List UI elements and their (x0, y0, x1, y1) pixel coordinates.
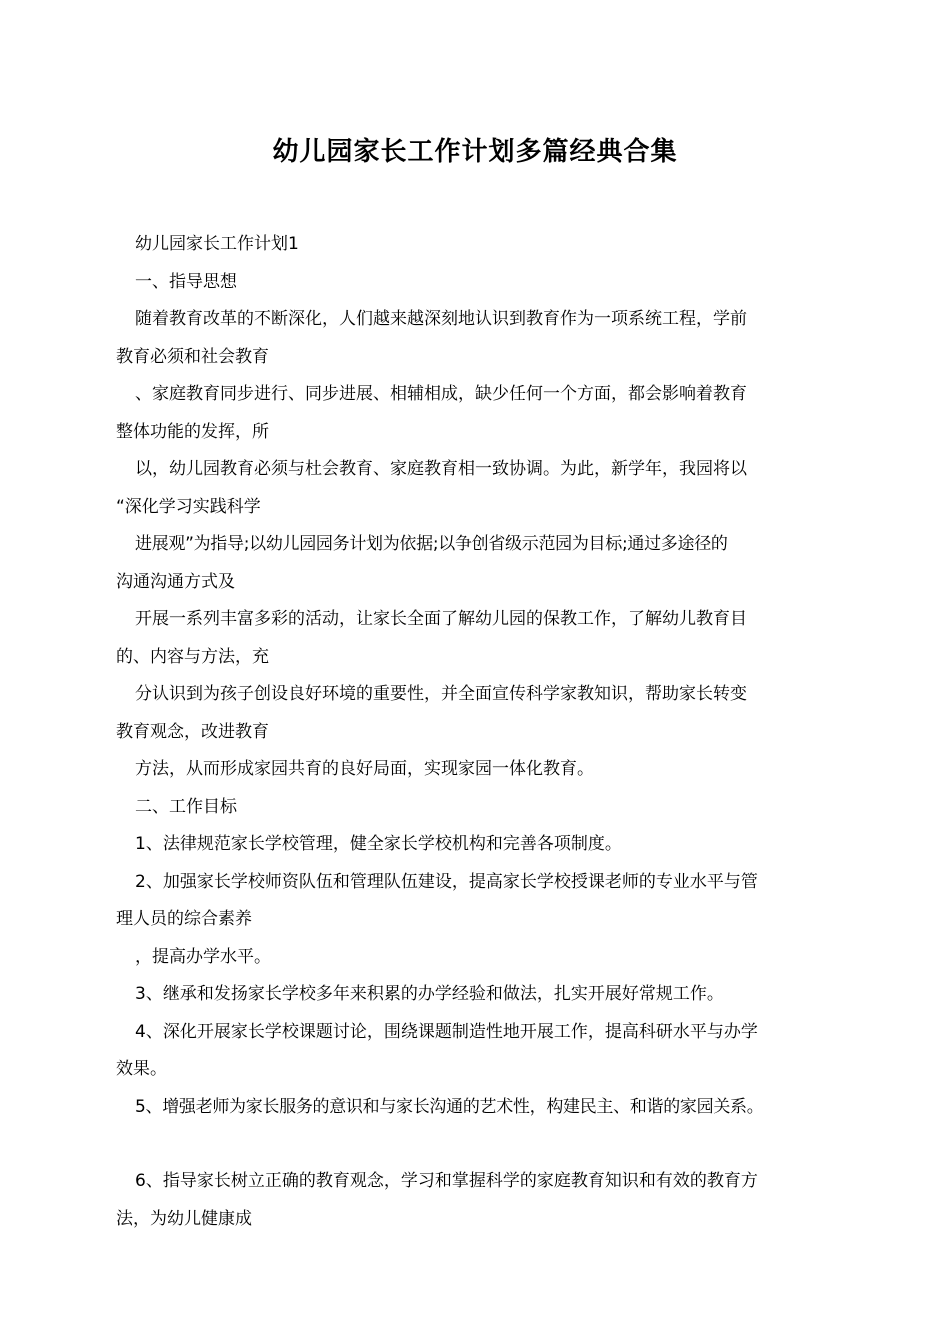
section-heading: 幼儿园家长工作计划1 (135, 234, 299, 254)
goal-item: 3、继承和发扬家长学校多年来积累的办学经验和做法，扎实开展好常规工作。 (135, 984, 724, 1004)
paragraph-line: 开展一系列丰富多彩的活动，让家长全面了解幼儿园的保教工作，了解幼儿教育目 (135, 609, 747, 629)
paragraph-line: 教育必须和社会教育 (116, 346, 269, 367)
goal-item: 2、加强家长学校师资队伍和管理队伍建设，提高家长学校授课老师的专业水平与管 (135, 871, 758, 892)
goal-item: 5、增强老师为家长服务的意识和与家长沟通的艺术性，构建民主、和谐的家园关系。 (135, 1096, 764, 1117)
guiding-heading: 一、指导思想 (135, 271, 237, 292)
paragraph-line: 分认识到为孩子创设良好环境的重要性，并全面宣传科学家教知识，帮助家长转变 (135, 684, 747, 704)
goal-item: 4、深化开展家长学校课题讨论，围绕课题制造性地开展工作，提高科研水平与办学 (135, 1021, 758, 1042)
paragraph-line: 沟通沟通方式及 (116, 571, 235, 592)
goal-item: 6、指导家长树立正确的教育观念，学习和掌握科学的家庭教育知识和有效的教育方 (135, 1171, 758, 1191)
paragraph-line: 的、内容与方法，充 (116, 646, 269, 667)
paragraph-line: 方法，从而形成家园共育的良好局面，实现家园一体化教育。 (135, 759, 594, 779)
blank-line (116, 1126, 841, 1163)
goal-item-continued: 效果。 (116, 1059, 167, 1079)
goal-item-continued: 法，为幼儿健康成 (116, 1208, 252, 1229)
goal-item-continued: ，提高办学水平。 (135, 946, 271, 967)
paragraph-line: 进展观”为指导;以幼儿园园务计划为依据;以争创省级示范园为目标;通过多途径的 (135, 534, 728, 554)
document-body (116, 226, 841, 1238)
paragraph-line: “深化学习实践科学 (116, 496, 261, 517)
goal-item: 1、法律规范家长学校管理，健全家长学校机构和完善各项制度。 (135, 834, 622, 854)
document-title: 幼儿园家长工作计划多篇经典合集 (272, 137, 678, 167)
paragraph-line: 、家庭教育同步进行、同步进展、相辅相成，缺少任何一个方面，都会影响着教育 (135, 384, 747, 404)
paragraph-line: 以，幼儿园教育必须与杜会教育、家庭教育相一致协调。为此，新学年，我园将以 (135, 459, 747, 479)
paragraph-line: 随着教育改革的不断深化，人们越来越深刻地认识到教育作为一项系统工程，学前 (135, 309, 747, 329)
goals-heading: 二、工作目标 (135, 796, 237, 817)
paragraph-line: 教育观念，改进教育 (116, 721, 269, 742)
paragraph-line: 整体功能的发挥，所 (116, 421, 269, 442)
goal-item-continued: 理人员的综合素养 (116, 909, 252, 929)
